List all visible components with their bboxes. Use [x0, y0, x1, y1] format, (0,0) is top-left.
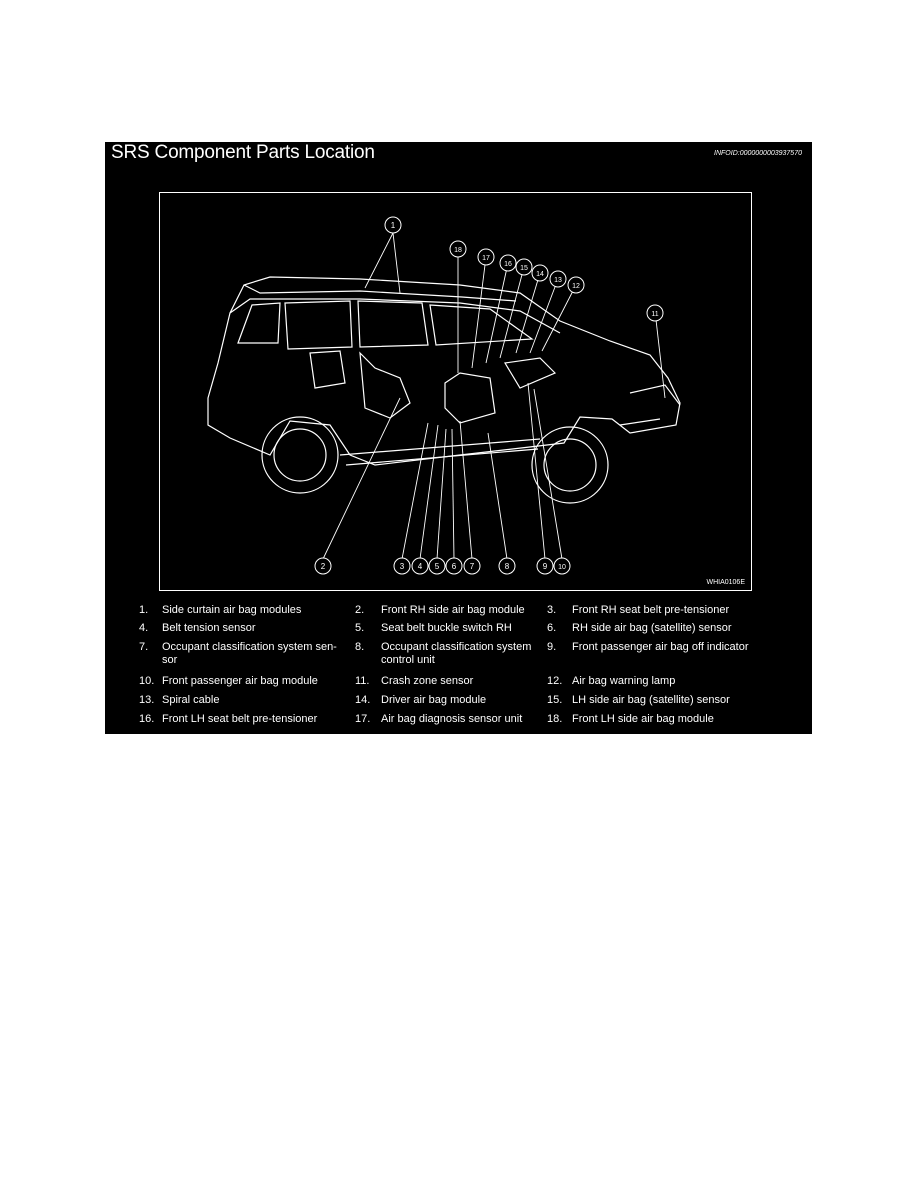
- legend-text: Crash zone sensor: [381, 675, 474, 687]
- callout-label-10: 10: [558, 564, 566, 571]
- callout-label-1: 1: [390, 221, 396, 230]
- legend-text: Front LH side air bag module: [572, 713, 714, 725]
- legend-text: Spiral cable: [162, 694, 220, 706]
- figure-code: WHIA0106E: [706, 579, 745, 586]
- legend-number: 11.: [355, 675, 370, 687]
- callout-circles: [315, 217, 663, 574]
- legend-number: 6.: [547, 622, 557, 634]
- callout-numbers: [321, 221, 659, 571]
- legend-number: 1.: [139, 604, 149, 616]
- page-title: SRS Component Parts Location: [111, 142, 375, 163]
- leader-lines: [323, 233, 665, 559]
- callout-label-3: 3: [399, 562, 405, 571]
- legend-number: 3.: [547, 604, 557, 616]
- legend-number: 18.: [547, 713, 563, 725]
- srs-document-panel: [105, 142, 812, 734]
- legend-number: 16.: [139, 713, 155, 725]
- legend-text: Front RH side air bag module: [381, 604, 525, 616]
- legend-number: 2.: [355, 604, 365, 616]
- legend-row: [105, 675, 812, 693]
- callout-label-12: 12: [572, 283, 580, 290]
- callout-label-7: 7: [469, 562, 475, 571]
- callout-label-4: 4: [417, 562, 423, 571]
- callout-label-14: 14: [536, 271, 544, 278]
- legend-text: Front passenger air bag module: [162, 675, 318, 687]
- info-id: INFOID:0000000003937570: [714, 150, 802, 157]
- legend-text: Belt tension sensor: [162, 622, 256, 634]
- callout-label-11: 11: [651, 311, 659, 318]
- callout-label-17: 17: [482, 255, 490, 262]
- legend-text: Seat belt buckle switch RH: [381, 622, 512, 634]
- vehicle-outline: [208, 277, 680, 503]
- legend-row: [105, 622, 812, 640]
- callout-label-5: 5: [434, 562, 440, 571]
- legend-number: 14.: [355, 694, 371, 706]
- legend-text: Occupant classification system sen-sor: [162, 641, 337, 666]
- vehicle-illustration: [160, 193, 751, 590]
- legend-number: 10.: [139, 675, 155, 687]
- legend-text: Front passenger air bag off indicator: [572, 641, 749, 653]
- legend-text: Front RH seat belt pre-tensioner: [572, 604, 730, 616]
- legend-text: Air bag warning lamp: [572, 675, 676, 687]
- legend-text: Driver air bag module: [381, 694, 487, 706]
- callout-label-18: 18: [454, 247, 462, 254]
- legend-row: [105, 604, 812, 622]
- legend-number: 9.: [547, 641, 557, 653]
- legend-number: 4.: [139, 622, 149, 634]
- legend-number: 13.: [139, 694, 155, 706]
- legend-text: Front LH seat belt pre-tensioner: [162, 713, 318, 725]
- legend-text: RH side air bag (satellite) sensor: [572, 622, 732, 634]
- vehicle-diagram: [159, 192, 752, 591]
- legend-row: [105, 694, 812, 712]
- legend-text: LH side air bag (satellite) sensor: [572, 694, 730, 706]
- legend-number: 7.: [139, 641, 149, 653]
- legend-number: 8.: [355, 641, 365, 653]
- legend-number: 15.: [547, 694, 563, 706]
- legend-text: Air bag diagnosis sensor unit: [381, 713, 523, 725]
- legend-number: 12.: [547, 675, 563, 687]
- callout-label-6: 6: [451, 562, 457, 571]
- callout-label-2: 2: [320, 562, 326, 571]
- callout-label-16: 16: [504, 261, 512, 268]
- callout-label-9: 9: [542, 562, 548, 571]
- legend-text: Side curtain air bag modules: [162, 604, 302, 616]
- legend-row: [105, 641, 812, 671]
- callout-label-15: 15: [520, 265, 528, 272]
- legend-text: Occupant classification system control unit: [381, 641, 532, 666]
- callout-label-13: 13: [554, 277, 562, 284]
- legend-number: 17.: [355, 713, 371, 725]
- legend-number: 5.: [355, 622, 365, 634]
- callout-label-8: 8: [504, 562, 510, 571]
- legend-row: [105, 713, 812, 731]
